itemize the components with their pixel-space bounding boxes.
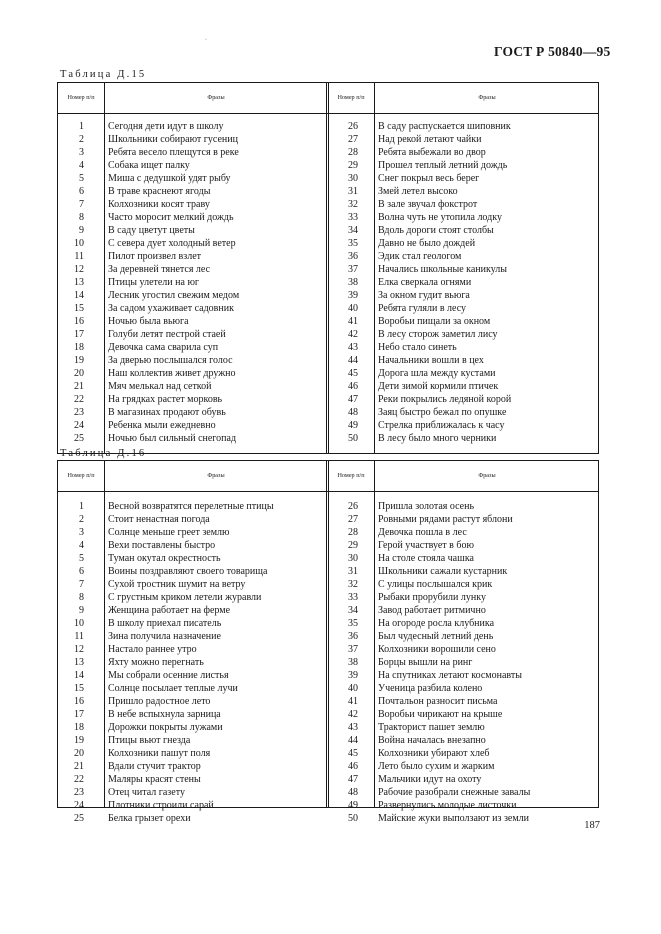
table-row — [58, 237, 598, 250]
row-number: 21 — [74, 761, 84, 772]
row-phrase: Змей летел высоко — [378, 186, 458, 197]
row-phrase: В саду цветут цветы — [108, 225, 195, 236]
row-phrase: Пришла золотая осень — [378, 501, 475, 512]
row-phrase: Ребята выбежали во двор — [378, 147, 486, 158]
table-row — [58, 721, 598, 734]
phrase-table — [57, 460, 599, 824]
row-phrase: За дверью послышался голос — [108, 355, 233, 366]
row-phrase: Птицы улетели на юг — [108, 277, 200, 288]
row-phrase: Мяч мелькал над сеткой — [108, 381, 212, 392]
table-row — [58, 773, 598, 786]
table-row — [58, 393, 598, 406]
row-phrase: Ученица разбила колено — [378, 683, 483, 694]
row-number: 18 — [74, 722, 84, 733]
row-number: 47 — [348, 774, 358, 785]
row-number: 48 — [348, 787, 358, 798]
table-row — [58, 133, 598, 146]
row-phrase: Весной возвратятся перелетные птицы — [108, 501, 274, 512]
row-number: 6 — [79, 186, 84, 197]
row-phrase: Сегодня дети идут в школу — [108, 121, 224, 132]
row-phrase: Герой участвует в бою — [378, 540, 474, 551]
table-row — [58, 630, 598, 643]
row-number: 41 — [348, 696, 358, 707]
table-row — [58, 198, 598, 211]
row-number: 24 — [74, 800, 84, 811]
row-number: 43 — [348, 342, 358, 353]
page-number: 187 — [584, 820, 600, 831]
row-phrase: Яхту можно перегнать — [108, 657, 204, 668]
row-phrase: На огороде росла клубника — [378, 618, 495, 629]
row-number: 32 — [348, 579, 358, 590]
row-number: 28 — [348, 527, 358, 538]
row-number: 39 — [348, 670, 358, 681]
row-number: 33 — [348, 212, 358, 223]
table-row — [58, 526, 598, 539]
row-number: 48 — [348, 407, 358, 418]
row-number: 25 — [74, 433, 84, 444]
row-phrase: Борцы вышли на ринг — [378, 657, 473, 668]
table-row — [58, 643, 598, 656]
row-number: 45 — [348, 748, 358, 759]
row-phrase: За окном гудит вьюга — [378, 290, 470, 301]
row-phrase: Елка сверкала огнями — [378, 277, 472, 288]
row-number: 28 — [348, 147, 358, 158]
row-number: 23 — [74, 787, 84, 798]
row-number: 16 — [74, 316, 84, 327]
row-number: 7 — [79, 579, 84, 590]
row-number: 16 — [74, 696, 84, 707]
row-phrase: Колхозники пашут поля — [108, 748, 211, 759]
row-phrase: В магазинах продают обувь — [108, 407, 226, 418]
row-number: 38 — [348, 277, 358, 288]
row-phrase: Птицы вьют гнезда — [108, 735, 191, 746]
row-number: 36 — [348, 631, 358, 642]
row-phrase: Колхозники убирают хлеб — [378, 748, 490, 759]
row-number: 38 — [348, 657, 358, 668]
row-phrase: Пилот произвел взлет — [108, 251, 202, 262]
table-row — [58, 315, 598, 328]
table-row — [58, 669, 598, 682]
table-row — [58, 224, 598, 237]
row-phrase: Дорожки покрыты лужами — [108, 722, 223, 733]
row-number: 30 — [348, 173, 358, 184]
row-phrase: Прошел теплый летний дождь — [378, 160, 508, 171]
row-number: 21 — [74, 381, 84, 392]
table-row — [58, 578, 598, 591]
table-caption: Таблица Д.15 — [60, 69, 147, 80]
row-number: 29 — [348, 160, 358, 171]
header-phrase: Фразы — [207, 472, 225, 480]
row-phrase: Реки покрылись ледяной корой — [378, 394, 512, 405]
row-phrase: Давно не было дождей — [378, 238, 476, 249]
row-number: 7 — [79, 199, 84, 210]
row-phrase: В траве краснеют ягоды — [108, 186, 211, 197]
table-row — [58, 172, 598, 185]
row-number: 18 — [74, 342, 84, 353]
row-number: 50 — [348, 433, 358, 444]
row-number: 49 — [348, 800, 358, 811]
row-phrase: Мы собрали осенние листья — [108, 670, 229, 681]
row-phrase: На спутниках летают космонавты — [378, 670, 522, 681]
row-phrase: Солнце посылает теплые лучи — [108, 683, 238, 694]
table-row — [58, 747, 598, 760]
row-phrase: Колхозники косят траву — [108, 199, 210, 210]
row-number: 1 — [79, 501, 84, 512]
row-phrase: Дети зимой кормили птичек — [378, 381, 499, 392]
row-number: 12 — [74, 644, 84, 655]
row-number: 40 — [348, 683, 358, 694]
row-phrase: Был чудесный летний день — [378, 631, 494, 642]
row-number: 44 — [348, 735, 358, 746]
row-number: 25 — [74, 813, 84, 824]
row-phrase: Тракторист пашет землю — [378, 722, 485, 733]
row-number: 34 — [348, 225, 358, 236]
row-phrase: Часто моросит мелкий дождь — [108, 212, 234, 223]
row-number: 5 — [79, 173, 84, 184]
row-number: 11 — [74, 631, 84, 642]
row-number: 14 — [74, 290, 84, 301]
row-phrase: Ночью был сильный снегопад — [108, 433, 237, 444]
row-number: 20 — [74, 748, 84, 759]
row-phrase: Школьники сажали кустарник — [378, 566, 508, 577]
row-number: 2 — [79, 514, 84, 525]
row-number: 5 — [79, 553, 84, 564]
table-row — [58, 617, 598, 630]
row-phrase: Ребята гуляли в лесу — [378, 303, 467, 314]
row-phrase: Вехи поставлены быстро — [108, 540, 216, 551]
row-number: 37 — [348, 644, 358, 655]
row-number: 3 — [79, 147, 84, 158]
row-number: 10 — [74, 618, 84, 629]
row-phrase: Стрелка приближалась к часу — [378, 420, 505, 431]
table-row — [58, 500, 598, 513]
row-phrase: Воины поздравляют своего товарища — [108, 566, 268, 577]
table-row — [58, 380, 598, 393]
table-row — [58, 682, 598, 695]
table-body — [58, 120, 598, 445]
row-number: 17 — [74, 329, 84, 340]
row-phrase: Воробьи пищали за окном — [378, 316, 491, 327]
row-phrase: Завод работает ритмично — [378, 605, 486, 616]
row-phrase: Голуби летят пестрой стаей — [108, 329, 226, 340]
header-phrase: Фразы — [478, 472, 496, 480]
row-phrase: За деревней тянется лес — [108, 264, 211, 275]
row-number: 4 — [79, 540, 84, 551]
header-number: Номер п/п — [67, 94, 95, 102]
table-row — [58, 552, 598, 565]
row-number: 42 — [348, 329, 358, 340]
header-number: Номер п/п — [337, 94, 365, 102]
row-phrase: Белка грызет орехи — [108, 813, 191, 824]
row-phrase: На столе стояла чашка — [378, 553, 474, 564]
row-phrase: Ровными рядами растут яблони — [378, 514, 513, 525]
row-phrase: Начальники вошли в цех — [378, 355, 484, 366]
row-phrase: Начались школьные каникулы — [378, 264, 507, 275]
table-row — [58, 276, 598, 289]
scan-speck: · — [205, 37, 207, 43]
table-row — [58, 591, 598, 604]
row-number: 27 — [348, 134, 358, 145]
table-row — [58, 419, 598, 432]
row-phrase: Сухой тростник шумит на ветру — [108, 579, 246, 590]
row-phrase: Над рекой летают чайки — [378, 134, 482, 145]
table-row — [58, 159, 598, 172]
row-phrase: Волна чуть не утопила лодку — [378, 212, 502, 223]
row-number: 22 — [74, 774, 84, 785]
table-row — [58, 328, 598, 341]
row-phrase: Девочка пошла в лес — [378, 527, 467, 538]
phrase-table — [57, 82, 599, 454]
row-phrase: С улицы послышался крик — [378, 579, 493, 590]
table-row — [58, 211, 598, 224]
row-number: 44 — [348, 355, 358, 366]
row-phrase: Война началась внезапно — [378, 735, 486, 746]
row-number: 13 — [74, 277, 84, 288]
row-phrase: В саду распускается шиповник — [378, 121, 511, 132]
row-number: 35 — [348, 618, 358, 629]
row-number: 35 — [348, 238, 358, 249]
table-row — [58, 250, 598, 263]
table-caption: Таблица Д.16 — [60, 448, 147, 459]
row-number: 15 — [74, 303, 84, 314]
row-number: 46 — [348, 761, 358, 772]
row-number: 24 — [74, 420, 84, 431]
row-number: 27 — [348, 514, 358, 525]
table-row — [58, 354, 598, 367]
table-row — [58, 302, 598, 315]
row-phrase: Лесник угостил свежим медом — [108, 290, 240, 301]
row-number: 9 — [79, 225, 84, 236]
row-phrase: Снег покрыл весь берег — [378, 173, 480, 184]
row-phrase: Стоит ненастная погода — [108, 514, 210, 525]
table-row — [58, 708, 598, 721]
row-number: 37 — [348, 264, 358, 275]
row-phrase: Лето было сухим и жарким — [378, 761, 495, 772]
row-number: 10 — [74, 238, 84, 249]
row-phrase: Наш коллектив живет дружно — [108, 368, 236, 379]
header-phrase: Фразы — [478, 94, 496, 102]
row-number: 17 — [74, 709, 84, 720]
row-phrase: Зина получила назначение — [108, 631, 221, 642]
row-number: 33 — [348, 592, 358, 603]
row-phrase: С грустным криком летели журавли — [108, 592, 262, 603]
table-row — [58, 341, 598, 354]
row-phrase: В небе вспыхнула зарница — [108, 709, 221, 720]
table-row — [58, 812, 598, 825]
row-number: 30 — [348, 553, 358, 564]
row-phrase: Миша с дедушкой удят рыбу — [108, 173, 231, 184]
row-number: 29 — [348, 540, 358, 551]
row-number: 50 — [348, 813, 358, 824]
table-row — [58, 799, 598, 812]
row-number: 3 — [79, 527, 84, 538]
row-phrase: Ребенка мыли ежедневно — [108, 420, 216, 431]
header-number: Номер п/п — [337, 472, 365, 480]
table-row — [58, 289, 598, 302]
row-number: 14 — [74, 670, 84, 681]
row-phrase: Женщина работает на ферме — [108, 605, 231, 616]
row-phrase: С севера дует холодный ветер — [108, 238, 236, 249]
row-number: 32 — [348, 199, 358, 210]
row-number: 8 — [79, 592, 84, 603]
row-number: 36 — [348, 251, 358, 262]
row-number: 2 — [79, 134, 84, 145]
row-number: 8 — [79, 212, 84, 223]
row-phrase: Пришло радостное лето — [108, 696, 211, 707]
table-row — [58, 432, 598, 445]
row-number: 47 — [348, 394, 358, 405]
table-row — [58, 146, 598, 159]
table-row — [58, 513, 598, 526]
row-number: 19 — [74, 355, 84, 366]
row-number: 31 — [348, 186, 358, 197]
row-phrase: Почтальон разносит письма — [378, 696, 498, 707]
table-row — [58, 263, 598, 276]
row-phrase: Ночью была вьюга — [108, 316, 189, 327]
row-number: 39 — [348, 290, 358, 301]
row-number: 15 — [74, 683, 84, 694]
row-phrase: В школу приехал писатель — [108, 618, 222, 629]
row-number: 26 — [348, 501, 358, 512]
row-number: 22 — [74, 394, 84, 405]
row-phrase: Рыбаки прорубили лунку — [378, 592, 486, 603]
row-phrase: В лесу было много черники — [378, 433, 497, 444]
table-row — [58, 185, 598, 198]
row-phrase: Вдоль дороги стоят столбы — [378, 225, 494, 236]
row-number: 26 — [348, 121, 358, 132]
row-number: 23 — [74, 407, 84, 418]
row-number: 40 — [348, 303, 358, 314]
row-phrase: В лесу сторож заметил лису — [378, 329, 498, 340]
table-body — [58, 500, 598, 825]
row-number: 20 — [74, 368, 84, 379]
row-number: 42 — [348, 709, 358, 720]
row-number: 9 — [79, 605, 84, 616]
row-number: 34 — [348, 605, 358, 616]
row-number: 41 — [348, 316, 358, 327]
row-phrase: Мальчики идут на охоту — [378, 774, 482, 785]
header-phrase: Фразы — [207, 94, 225, 102]
row-phrase: Эдик стал геологом — [378, 251, 462, 262]
row-phrase: Отец читал газету — [108, 787, 185, 798]
table-row — [58, 786, 598, 799]
row-number: 43 — [348, 722, 358, 733]
row-phrase: В зале звучал фокстрот — [378, 199, 478, 210]
row-number: 45 — [348, 368, 358, 379]
header-number: Номер п/п — [67, 472, 95, 480]
row-phrase: На грядках растет морковь — [108, 394, 223, 405]
row-phrase: Солнце меньше греет землю — [108, 527, 230, 538]
row-phrase: Собака ищет палку — [108, 160, 190, 171]
table-row — [58, 539, 598, 552]
row-phrase: Настало раннее утро — [108, 644, 197, 655]
row-number: 19 — [74, 735, 84, 746]
row-number: 49 — [348, 420, 358, 431]
row-phrase: Ребята весело плещутся в реке — [108, 147, 239, 158]
row-number: 4 — [79, 160, 84, 171]
row-phrase: Вдали стучит трактор — [108, 761, 201, 772]
row-number: 12 — [74, 264, 84, 275]
row-number: 46 — [348, 381, 358, 392]
document-code: ГОСТ Р 50840—95 — [494, 44, 611, 59]
row-phrase: Школьники собирают гусениц — [108, 134, 238, 145]
row-number: 11 — [74, 251, 84, 262]
row-phrase: Дорога шла между кустами — [378, 368, 496, 379]
row-number: 13 — [74, 657, 84, 668]
row-phrase: Развернулись молодые листочки — [378, 800, 517, 811]
row-phrase: Заяц быстро бежал по опушке — [378, 407, 507, 418]
table-row — [58, 734, 598, 747]
table-row — [58, 120, 598, 133]
row-phrase: Маляры красят стены — [108, 774, 201, 785]
row-phrase: Туман окутал окрестность — [108, 553, 221, 564]
table-row — [58, 760, 598, 773]
table-row — [58, 367, 598, 380]
row-phrase: Девочка сама сварила суп — [108, 342, 219, 353]
row-number: 31 — [348, 566, 358, 577]
row-phrase: Небо стало синеть — [378, 342, 457, 353]
row-phrase: Колхозники ворошили сено — [378, 644, 496, 655]
table-row — [58, 406, 598, 419]
table-row — [58, 565, 598, 578]
row-phrase: Рабочие разобрали снежные завалы — [378, 787, 531, 798]
row-number: 1 — [79, 121, 84, 132]
row-number: 6 — [79, 566, 84, 577]
row-phrase: Воробьи чирикают на крыше — [378, 709, 503, 720]
row-phrase: Плотники строили сарай — [108, 800, 214, 811]
row-phrase: Майские жуки выползают из земли — [378, 813, 529, 824]
table-row — [58, 656, 598, 669]
table-row — [58, 695, 598, 708]
row-phrase: За садом ухаживает садовник — [108, 303, 234, 314]
table-row — [58, 604, 598, 617]
